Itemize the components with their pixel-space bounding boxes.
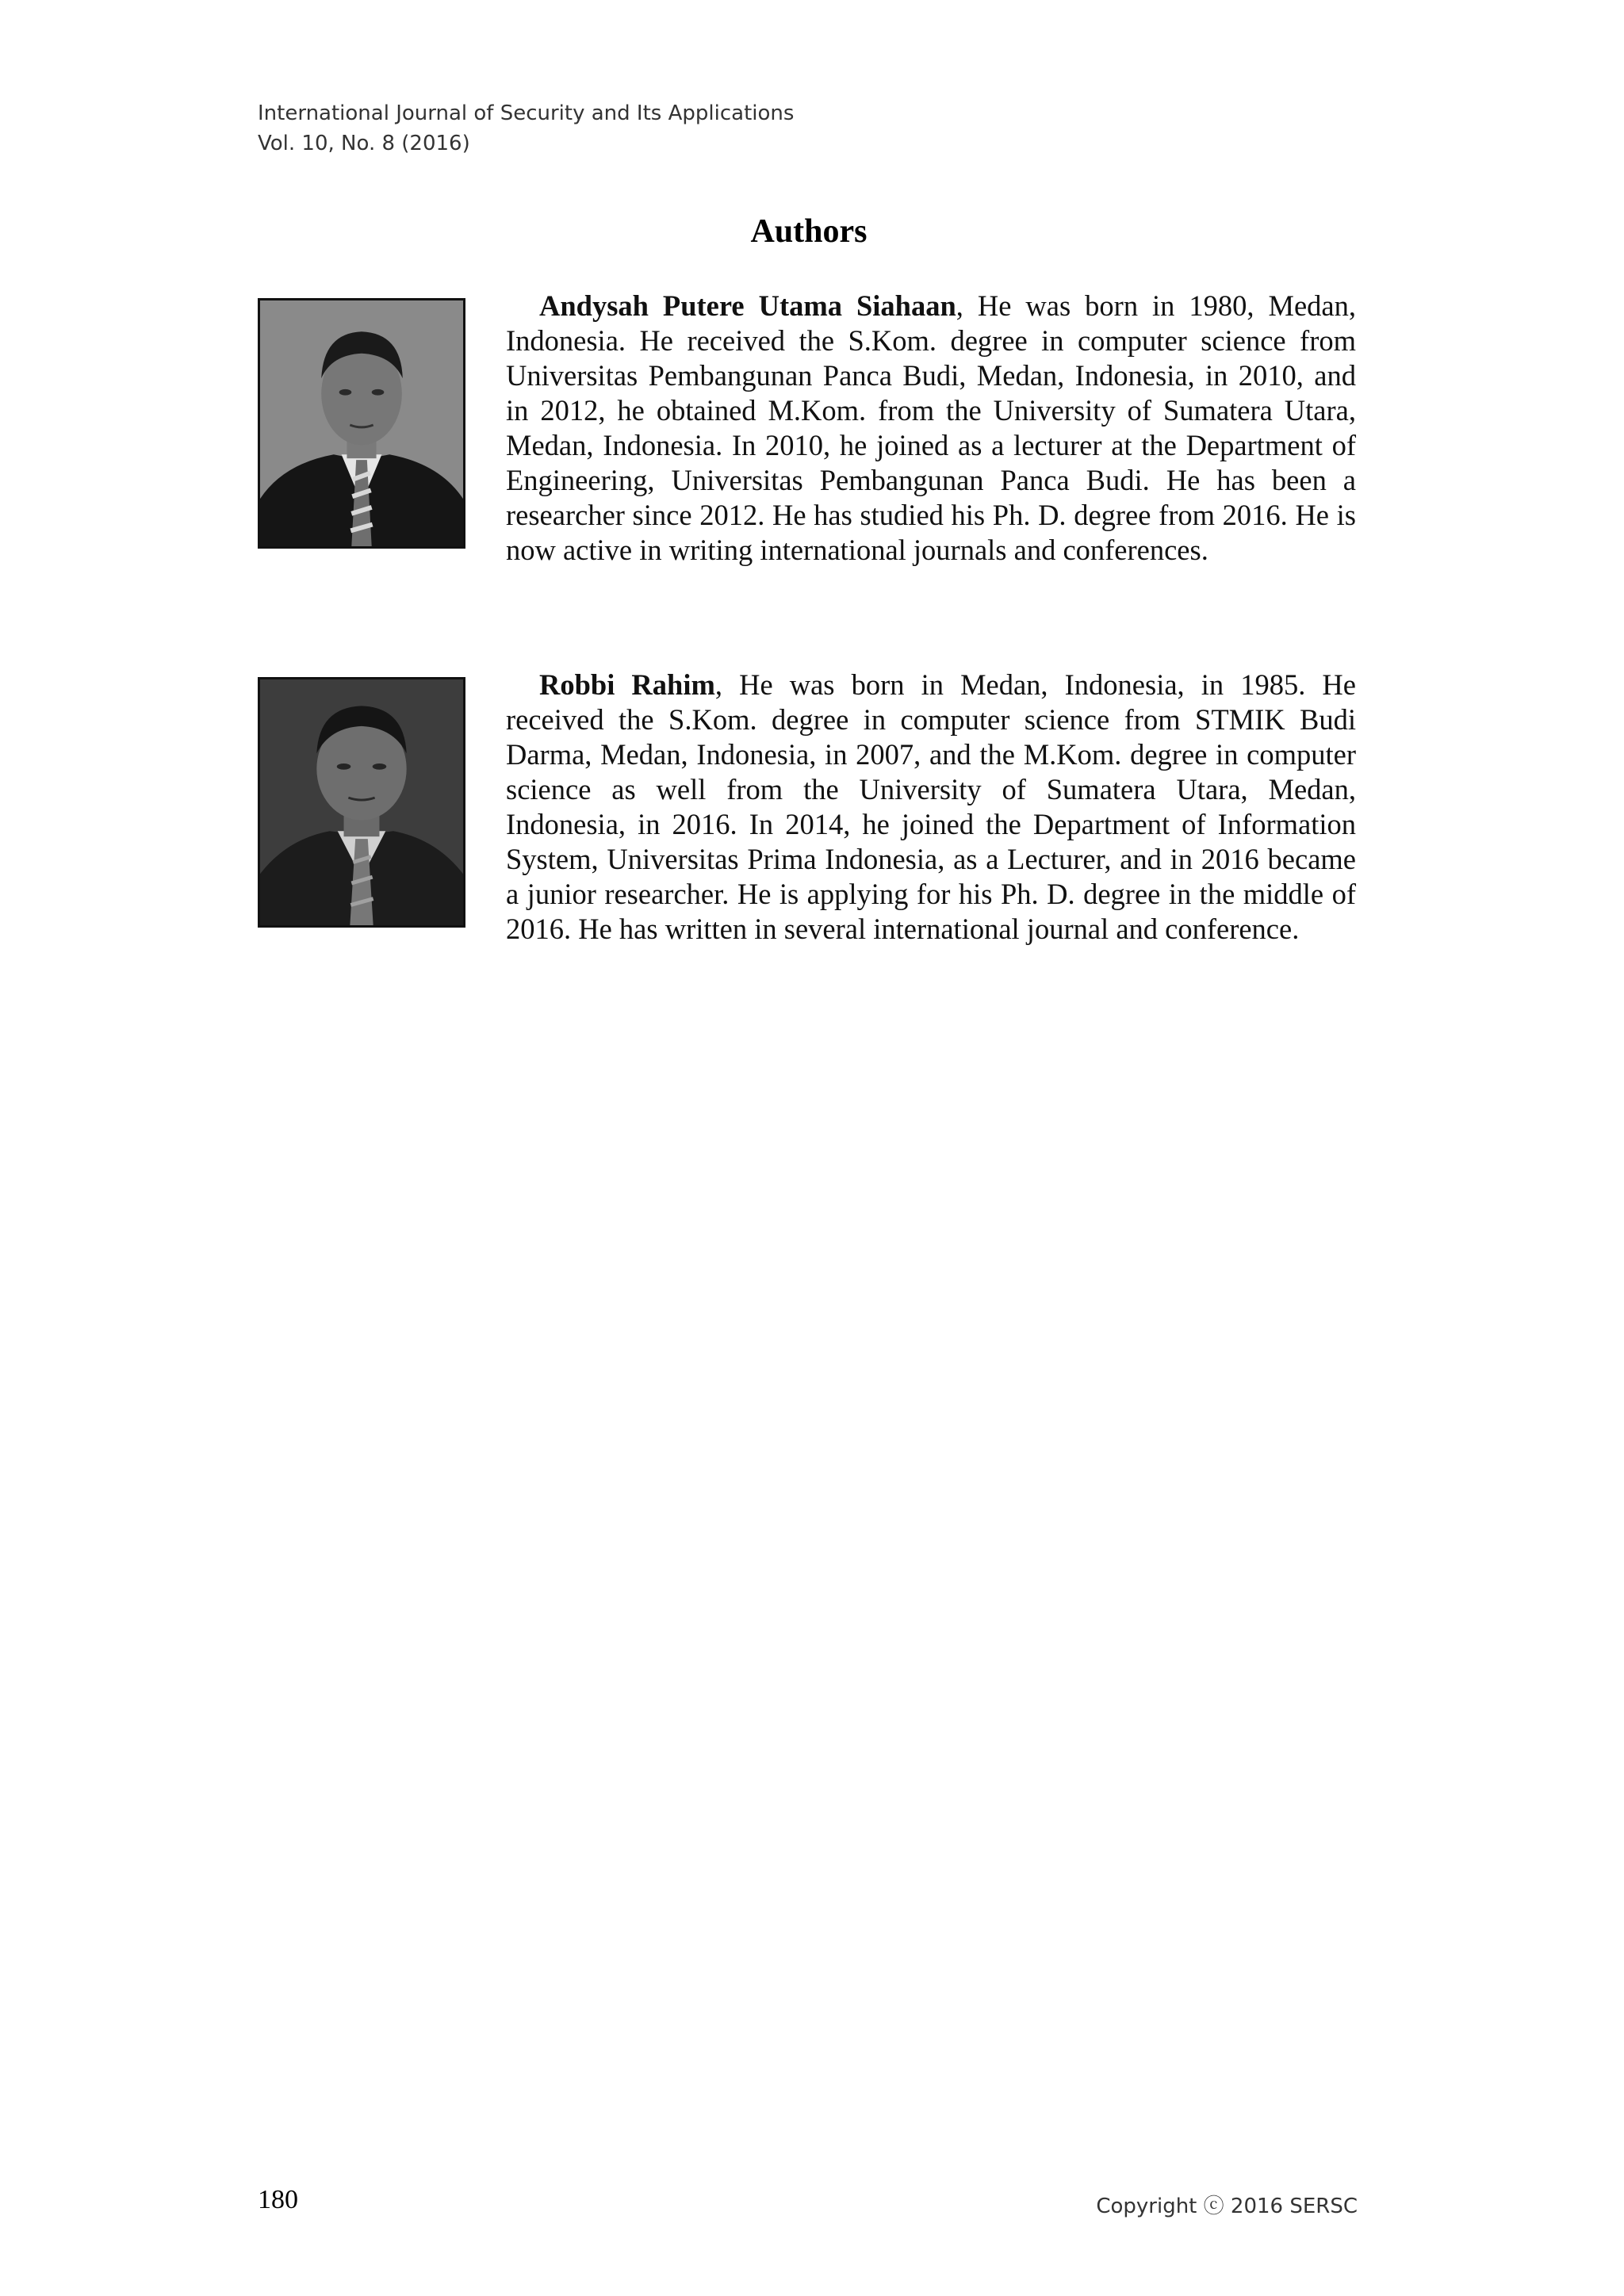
author-bio: [506, 668, 1356, 947]
author-bio: [506, 289, 1356, 568]
section-title: Authors: [750, 213, 868, 250]
journal-volume: Vol. 10, No. 8 (2016): [258, 132, 470, 155]
author-photo: [258, 298, 465, 549]
author-portrait-image: [260, 300, 463, 546]
author-photo: [258, 677, 465, 928]
running-head: [258, 98, 794, 159]
journal-title: International Journal of Security and Its Applications: [258, 101, 795, 125]
author-name: Andysah Putere Utama Siahaan: [539, 289, 956, 322]
author-bio-text: , He was born in Medan, Indonesia, in 1985. He received the S.Kom. degree in computer science from STMIK Budi Darma, Medan, Indonesia, in 2007, and the M.Kom. degree in computer science as well from the University of Sumatera Utara, Medan, Indonesia, in 2016. In 2014, he joined the Department of Information System, Universitas Prima Indonesia, as a Lecturer, and in 2016 became a junior researcher. He is applying for his Ph. D. degree in the middle of 2016. He has written in several international journal and conference.: [506, 668, 1356, 945]
page-number: 180: [258, 2185, 298, 2214]
author-name: Robbi Rahim: [539, 668, 715, 701]
author-bio-text: , He was born in 1980, Medan, Indonesia. He received the S.Kom. degree in computer science from Universitas Pembangunan Panca Budi, Medan, Indonesia, in 2010, and in 2012, he obtained M.Kom. from the University of Sumatera Utara, Medan, Indonesia. In 2010, he joined as a lecturer at the Department of Engineering, Universitas Pembangunan Panca Budi. He has been a researcher since 2012. He has studied his Ph. D. degree from 2016. He is now active in writing international journals and conferences.: [506, 289, 1356, 566]
copyright-notice: Copyright ⓒ 2016 SERSC: [1096, 2195, 1358, 2218]
author-portrait-image: [260, 679, 463, 925]
